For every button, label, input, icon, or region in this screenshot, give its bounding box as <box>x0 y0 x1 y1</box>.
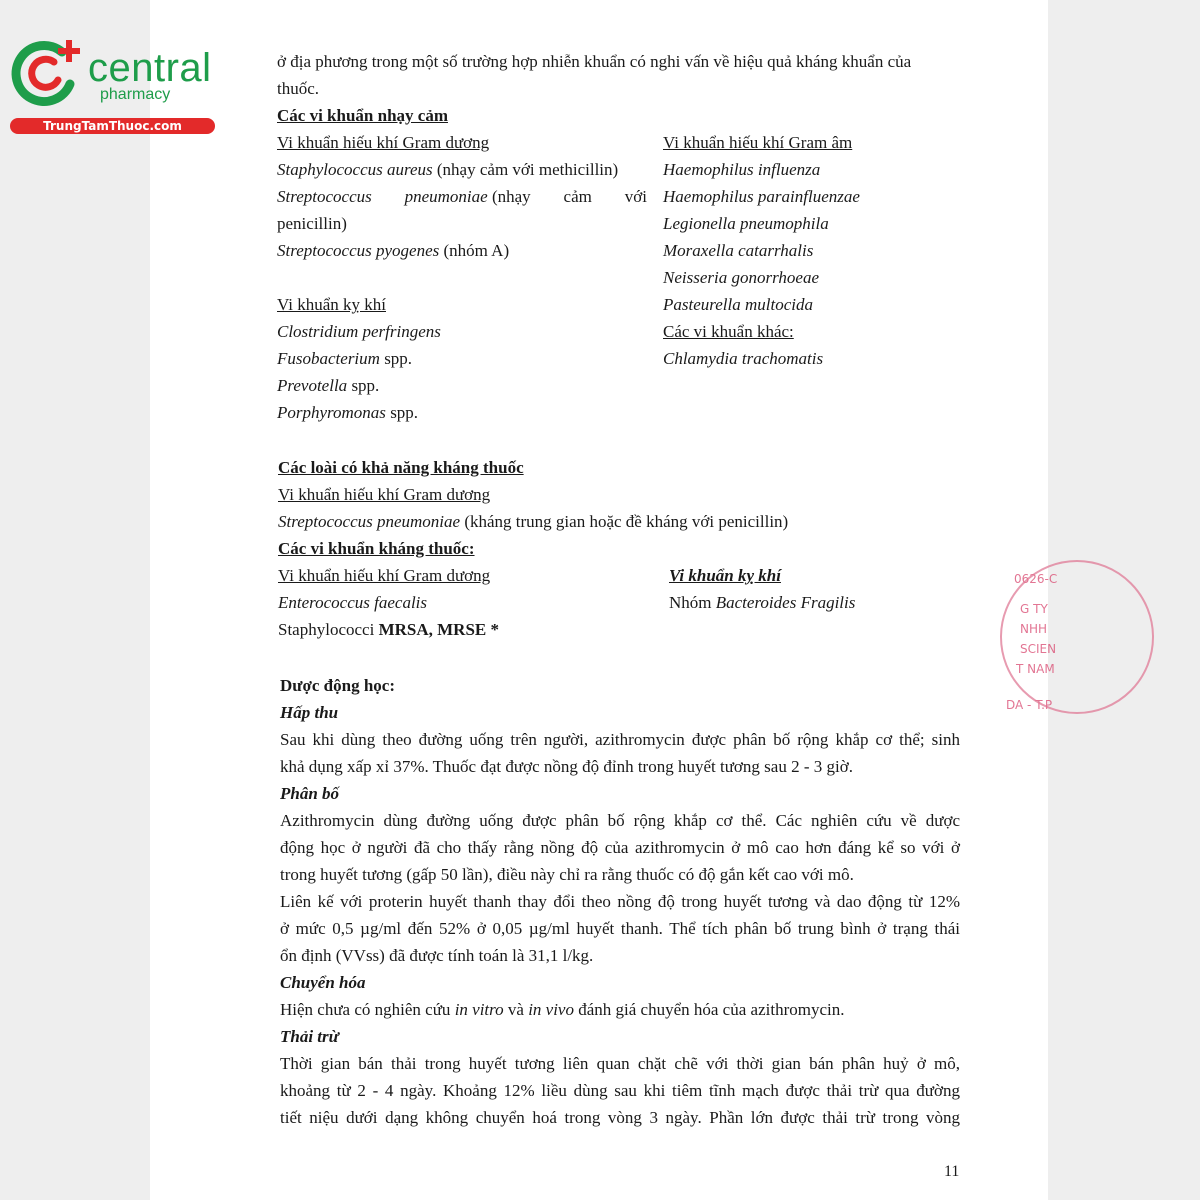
species-name: Bacteroides Fragilis <box>715 593 856 612</box>
species-name: Prevotella <box>277 376 348 395</box>
species-note: (nhạy <box>487 187 531 206</box>
list-item: Pasteurella multocida <box>663 295 813 314</box>
list-item <box>277 349 412 369</box>
logo-url-badge: TrungTamThuoc.com <box>10 118 215 134</box>
species-name: Streptococcus pneumoniae <box>278 512 461 531</box>
species-note: cảm <box>563 187 592 206</box>
species-spp: spp. <box>379 349 413 368</box>
stamp-text: T NAM <box>1016 662 1055 676</box>
metabolism-heading: Chuyển hóa <box>280 973 366 992</box>
species-note: MRSA, MRSE * <box>378 620 499 639</box>
distribution-line-6: ổn định (VVss) đã được tính toán là 31,1 l/kg. <box>280 946 594 965</box>
other-bacteria-heading: Các vi khuẩn khác: <box>663 322 794 341</box>
stamp-text: DA - T.P <box>1006 698 1053 712</box>
stamp-text: SCIEN <box>1020 642 1057 656</box>
absorption-line-1: Sau khi dùng theo đường uống trên người, azithromycin được phân bố rộng khắp cơ thể; sinh <box>280 730 960 749</box>
absorption-heading: Hấp thu <box>280 703 339 722</box>
list-item: Chlamydia trachomatis <box>663 349 824 368</box>
sensitive-heading: Các vi khuẩn nhạy cảm <box>277 106 448 125</box>
excretion-heading: Thải trừ <box>280 1027 339 1046</box>
metabolism-line <box>280 1000 844 1020</box>
species-note: (nhạy cảm với methicillin) <box>432 160 619 179</box>
list-item: Clostridium perfringens <box>277 322 441 341</box>
list-item: Haemophilus influenza <box>663 160 821 179</box>
logo-subtitle: pharmacy <box>100 86 171 103</box>
page-number: 11 <box>944 1163 960 1180</box>
pk-heading: Dược động học: <box>280 676 396 695</box>
logo-name: central <box>88 46 212 90</box>
resistant-gram-pos-heading: Vi khuẩn hiếu khí Gram dương <box>278 566 491 585</box>
resistant-capable-sub: Vi khuẩn hiếu khí Gram dương <box>278 485 491 504</box>
distribution-line-3: trong huyết tương (gấp 50 lần), điều này chỉ ra rằng thuốc có độ gắn kết cao với mô. <box>280 865 854 884</box>
anaerobe-heading: Vi khuẩn kỵ khí <box>277 295 386 314</box>
species-name: Streptococcus <box>277 187 372 206</box>
list-item: Enterococcus faecalis <box>278 593 428 612</box>
intro-line-2: thuốc. <box>277 79 320 98</box>
distribution-line-1: Azithromycin dùng đường uống được phân bố rộng khắp cơ thể. Các nghiên cứu về dược <box>280 811 960 830</box>
list-item <box>278 620 499 640</box>
list-item: Haemophilus parainfluenzae <box>663 187 860 206</box>
metabolism-text: đánh giá chuyển hóa của azithromycin. <box>573 1000 845 1019</box>
stamp-text: NHH <box>1020 622 1048 636</box>
list-item <box>277 187 647 207</box>
excretion-line-3: tiết niệu dưới dạng không chuyển hoá trong vòng 3 ngày. Phần lớn được thải trừ trong vòng <box>280 1108 960 1127</box>
metabolism-text: Hiện chưa có nghiên cứu <box>280 1000 455 1019</box>
distribution-heading: Phân bố <box>280 784 340 803</box>
metabolism-in-vivo: in vivo <box>528 1000 574 1019</box>
intro-line-1: ở địa phương trong một số trường hợp nhiễn khuẩn có nghi vấn về hiệu quả kháng khuẩn của <box>277 52 912 71</box>
resistant-capable-heading: Các loài có khả năng kháng thuốc <box>278 458 524 477</box>
distribution-line-4: Liên kế với proterin huyết thanh thay đổi theo nồng độ trong huyết tương và dao động từ 12% <box>280 892 960 911</box>
species-spp: spp. <box>385 403 419 422</box>
logo-mark-icon <box>10 38 90 108</box>
excretion-line-1: Thời gian bán thải trong huyết tương liên quan chặt chẽ với thời gian bán phân huỷ ở mô, <box>280 1054 960 1073</box>
list-item: Legionella pneumophila <box>663 214 829 233</box>
stamp-text: G TY <box>1020 602 1048 616</box>
species-name: Fusobacterium <box>277 349 380 368</box>
species-note: Nhóm <box>669 593 716 612</box>
species-note: (kháng trung gian hoặc đề kháng với penicillin) <box>460 512 789 531</box>
resistant-anaerobe-heading: Vi khuẩn kỵ khí <box>669 566 781 585</box>
sensitive-gram-pos-heading: Vi khuẩn hiếu khí Gram dương <box>277 133 490 152</box>
list-item <box>277 403 418 423</box>
list-item: Moraxella catarrhalis <box>663 241 814 260</box>
species-name: Staphylococci <box>278 620 379 639</box>
distribution-line-5: ở mức 0,5 µg/ml đến 52% ở 0,05 µg/ml huyết thanh. Thể tích phân bố trung bình ở trạng thái <box>280 919 960 938</box>
species-name: pneumoniae <box>404 187 488 206</box>
list-item <box>277 241 509 261</box>
species-note: penicillin) <box>277 214 347 233</box>
list-item: Neisseria gonorrhoeae <box>663 268 819 287</box>
species-note: với <box>624 187 647 206</box>
list-item <box>669 593 855 613</box>
distribution-line-2: động học ở người đã cho thấy rằng nồng độ của azithromycin ở mô cao hơn đáng kể so với ở <box>280 838 960 857</box>
list-item <box>277 376 379 396</box>
excretion-line-2: khoảng từ 2 - 4 ngày. Khoảng 12% liều dùng sau khi tiêm tĩnh mạch được thải trừ qua đường <box>280 1081 960 1100</box>
company-stamp <box>1000 560 1100 720</box>
resistant-heading: Các vi khuẩn kháng thuốc: <box>278 539 475 558</box>
metabolism-text: và <box>503 1000 529 1019</box>
species-name: Porphyromonas <box>277 403 386 422</box>
species-note: (nhóm A) <box>439 241 510 260</box>
absorption-line-2: khả dụng xấp xỉ 37%. Thuốc đạt được nồng độ đỉnh trong huyết tương sau 2 - 3 giờ. <box>280 757 853 776</box>
species-name: Streptococcus pyogenes <box>277 241 440 260</box>
list-item <box>277 160 618 180</box>
species-name: Staphylococcus aureus <box>277 160 433 179</box>
sensitive-gram-neg-heading: Vi khuẩn hiếu khí Gram âm <box>663 133 853 152</box>
stamp-text: 0626-C <box>1014 572 1058 586</box>
central-pharmacy-logo <box>10 38 215 138</box>
metabolism-in-vitro: in vitro <box>454 1000 504 1019</box>
species-spp: spp. <box>347 376 380 395</box>
list-item <box>278 512 788 532</box>
